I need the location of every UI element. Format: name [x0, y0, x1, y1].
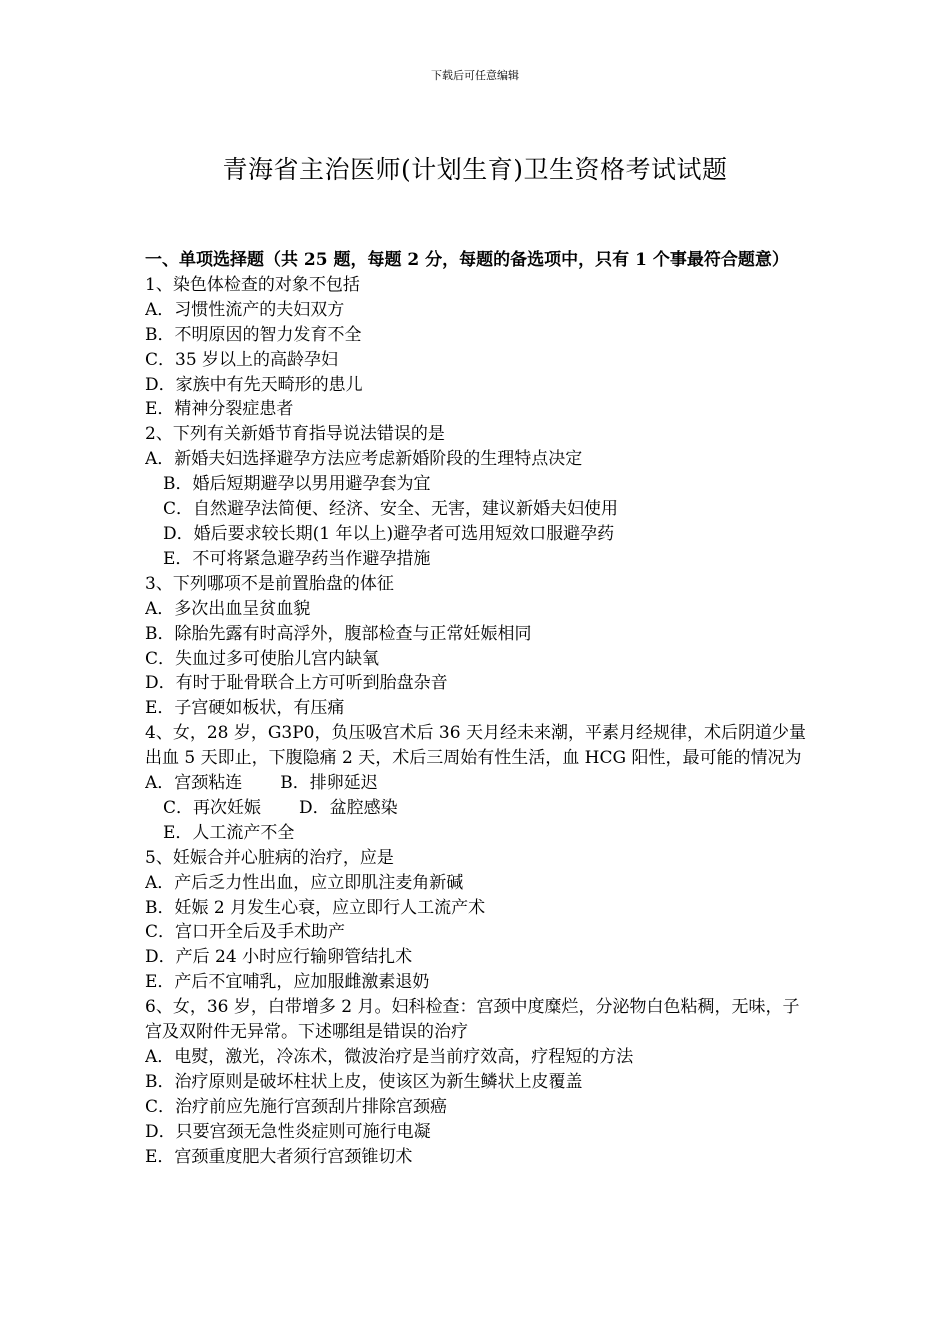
question-stem: 3、下列哪项不是前置胎盘的体征	[145, 573, 394, 594]
option-a: A．新婚夫妇选择避孕方法应考虑新婚阶段的生理特点决定	[145, 449, 583, 470]
question-stem: 5、妊娠合并心脏病的治疗，应是	[145, 847, 394, 868]
question-stem: 1、染色体检查的对象不包括	[145, 274, 360, 295]
option-c: C．自然避孕法简便、经济、安全、无害，建议新婚夫妇使用	[163, 499, 619, 520]
option-d: D．盆腔感染	[299, 797, 398, 818]
option-d: D．婚后要求较长期(1 年以上)避孕者可选用短效口服避孕药	[163, 523, 615, 544]
option-e: E．精神分裂症患者	[145, 399, 294, 420]
option-c: C．治疗前应先施行宫颈刮片排除宫颈癌	[145, 1096, 448, 1117]
question-2	[145, 422, 810, 571]
question-4	[145, 721, 810, 846]
question-3	[145, 572, 810, 721]
question-5	[145, 846, 810, 995]
option-e: E．人工流产不全	[163, 822, 295, 843]
option-row-ab	[145, 771, 810, 796]
question-1	[145, 273, 810, 422]
option-a: A．习惯性流产的夫妇双方	[145, 299, 345, 320]
option-c: C．35 岁以上的高龄孕妇	[145, 349, 339, 370]
option-d: D．只要宫颈无急性炎症则可施行电凝	[145, 1121, 431, 1142]
option-c: C．再次妊娠	[163, 797, 262, 818]
option-c: C．宫口开全后及手术助产	[145, 922, 346, 943]
question-stem: 2、下列有关新婚节育指导说法错误的是	[145, 424, 445, 445]
option-b: B．婚后短期避孕以男用避孕套为宜	[163, 474, 431, 495]
option-b: B．除胎先露有时高浮外，腹部检查与正常妊娠相同	[145, 623, 532, 644]
option-a: A．多次出血呈贫血貌	[145, 598, 311, 619]
option-b: B．不明原因的智力发育不全	[145, 324, 362, 345]
option-a: A．电熨，激光，冷冻术，微波治疗是当前疗效高，疗程短的方法	[145, 1047, 634, 1067]
option-a: A．产后乏力性出血，应立即肌注麦角新碱	[145, 872, 464, 893]
option-b: B．妊娠 2 月发生心衰，应立即行人工流产术	[145, 897, 486, 918]
option-row-cd	[145, 796, 810, 821]
option-a: A．宫颈粘连	[145, 773, 243, 794]
section-heading: 一、单项选择题（共 25 题，每题 2 分，每题的备选项中，只有 1 个事最符合题意）	[145, 250, 789, 270]
option-e: E．产后不宜哺乳，应加服雌激素退奶	[145, 972, 430, 993]
document-body	[145, 248, 810, 1170]
option-e: E．不可将紧急避孕药当作避孕措施	[163, 548, 431, 569]
document-title: 青海省主治医师(计划生育)卫生资格考试试题	[222, 155, 728, 184]
header-note: 下载后可任意编辑	[431, 69, 519, 82]
question-stem: 4、女，28 岁，G3P0，负压吸宫术后 36 天月经未来潮，平素月经规律，术后阴道少量出血 5 天即止，下腹隐痛 2 天，术后三周始有性生活，血 HCG 阳性，最可能的情况为	[145, 723, 806, 769]
option-d: D．产后 24 小时应行输卵管结扎术	[145, 947, 413, 968]
option-d: D．有时于耻骨联合上方可听到胎盘杂音	[145, 673, 448, 694]
option-e: E．子宫硬如板状，有压痛	[145, 698, 345, 719]
option-d: D．家族中有先天畸形的患儿	[145, 374, 363, 395]
option-b: B．排卵延迟	[280, 773, 378, 794]
option-c: C．失血过多可使胎儿宫内缺氧	[145, 648, 380, 669]
question-6	[145, 995, 810, 1169]
option-b: B．治疗原则是破坏柱状上皮，使该区为新生鳞状上皮覆盖	[145, 1071, 583, 1092]
question-stem: 6、女，36 岁，白带增多 2 月。妇科检查：宫颈中度糜烂，分泌物白色粘稠，无味，子宫及双附件无异常。下述哪组是错误的治疗	[145, 997, 800, 1043]
option-e: E．宫颈重度肥大者须行宫颈锥切术	[145, 1146, 413, 1167]
